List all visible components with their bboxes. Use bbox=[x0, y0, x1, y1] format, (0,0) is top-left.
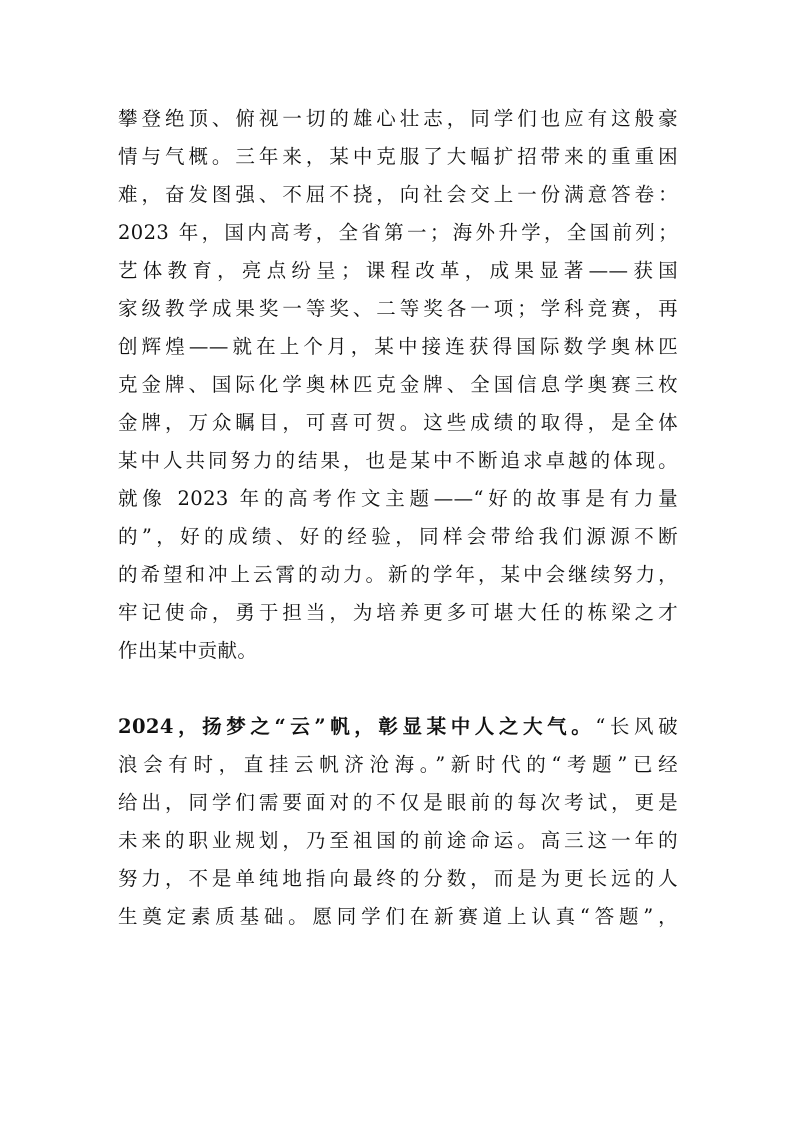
text-line: 金牌，万众瞩目，可喜可贺。这些成绩的取得，是全体 bbox=[118, 411, 678, 434]
paragraph-achievements bbox=[118, 100, 678, 670]
text-line: 艺体教育，亮点纷呈；课程改革，成果显著——获国 bbox=[118, 259, 678, 282]
text-line: 未来的职业规划，乃至祖国的前途命运。高三这一年的 bbox=[118, 829, 678, 852]
text-line: 给出，同学们需要面对的不仅是眼前的每次考试，更是 bbox=[118, 791, 678, 814]
text-line: 情与气概。三年来，某中克服了大幅扩招带来的重重困 bbox=[118, 145, 678, 168]
text-line: 某中人共同努力的结果，也是某中不断追求卓越的体现。 bbox=[118, 449, 678, 472]
heading-line-rest: “长风破 bbox=[595, 715, 678, 738]
paragraph-2024 bbox=[118, 708, 678, 936]
text-line: 努力，不是单纯地指向最终的分数，而是为更长远的人 bbox=[118, 867, 678, 890]
text-line: 家级教学成果奖一等奖、二等奖各一项；学科竞赛，再 bbox=[118, 297, 678, 320]
text-line: 就像 2023 年的高考作文主题——“好的故事是有力量 bbox=[118, 487, 678, 510]
text-line: 生奠定素质基础。愿同学们在新赛道上认真“答题”， bbox=[118, 905, 678, 928]
text-line: 克金牌、国际化学奥林匹克金牌、全国信息学奥赛三枚 bbox=[118, 373, 678, 396]
text-line: 的希望和冲上云霄的动力。新的学年，某中会继续努力， bbox=[118, 563, 678, 586]
paragraph-heading: 2024，扬梦之“云”帆，彰显某中人之大气。 bbox=[118, 715, 596, 738]
document-page bbox=[118, 100, 678, 936]
text-line: 攀登绝顶、俯视一切的雄心壮志，同学们也应有这般豪 bbox=[118, 107, 678, 130]
text-line: 牢记使命，勇于担当，为培养更多可堪大任的栋梁之才 bbox=[118, 601, 678, 624]
text-line-with-heading bbox=[118, 708, 678, 746]
text-line: 2023 年，国内高考，全省第一；海外升学，全国前列； bbox=[118, 221, 678, 244]
text-line: 的”，好的成绩、好的经验，同样会带给我们源源不断 bbox=[118, 525, 678, 548]
paragraph-gap bbox=[118, 670, 678, 708]
text-line: 作出某中贡献。 bbox=[118, 639, 258, 662]
text-line: 浪会有时，直挂云帆济沧海。”新时代的“考题”已经 bbox=[118, 753, 678, 776]
text-line: 创辉煌——就在上个月，某中接连获得国际数学奥林匹 bbox=[118, 335, 678, 358]
text-line: 难，奋发图强、不屈不挠，向社会交上一份满意答卷： bbox=[118, 183, 678, 206]
